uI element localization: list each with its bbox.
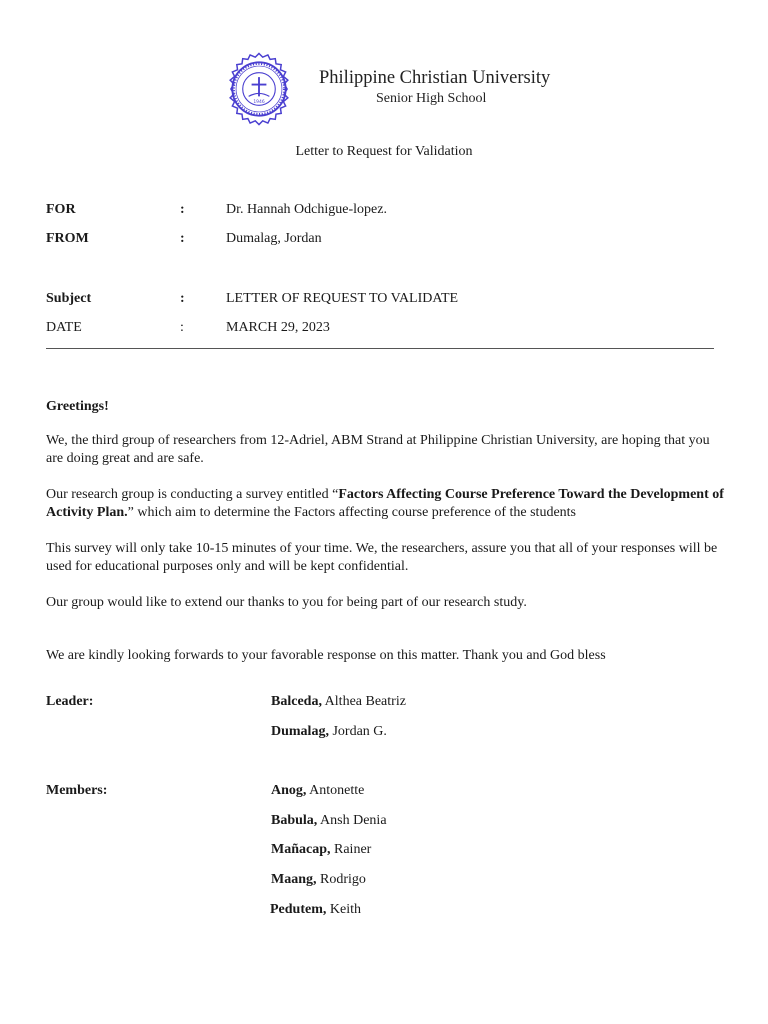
member-name: Maang, Rodrigo (271, 872, 366, 887)
paragraph-intro: We, the third group of researchers from 12-Adriel, ABM Strand at Philippine Christian University, are hoping that you are doing great and are safe. (46, 433, 710, 466)
subject-value: LETTER OF REQUEST TO VALIDATE (226, 291, 459, 306)
letter-title: Letter to Request for Validation (295, 144, 473, 159)
survey-text-before: Our research group is conducting a survey entitled “ (46, 487, 339, 502)
for-value: Dr. Hannah Odchigue-lopez. (226, 202, 387, 217)
survey-title: Factors Affecting Course Preference Toward the Development of Activity Plan. (46, 487, 724, 520)
leader-label: Leader: (46, 694, 94, 709)
from-colon: : (180, 231, 185, 246)
leader-name: Balceda, Althea Beatriz (271, 694, 406, 709)
school-name: Senior High School (376, 91, 487, 106)
survey-text-after: ” which aim to determine the Factors affecting course preference of the students (127, 505, 576, 520)
member-name: Babula, Ansh Denia (271, 813, 387, 828)
paragraph-duration: This survey will only take 10-15 minutes of your time. We, the researchers, assure you that all of your responses will be used for educational purposes only and will be kept confidential. (46, 541, 718, 574)
from-label: FROM (46, 231, 89, 246)
date-label: DATE (46, 320, 82, 335)
for-label: FOR (46, 202, 76, 217)
date-value: MARCH 29, 2023 (226, 320, 330, 335)
member-name: Pedutem, Keith (270, 902, 361, 917)
paragraph-thanks: Our group would like to extend our thanks to you for being part of our research study. (46, 595, 527, 610)
university-seal-icon (222, 52, 296, 126)
date-colon: : (180, 320, 184, 335)
greeting: Greetings! (46, 399, 109, 414)
member-name: Anog, Antonette (271, 783, 365, 798)
leader-name: Dumalag, Jordan G. (271, 724, 387, 739)
divider (46, 348, 714, 349)
members-label: Members: (46, 783, 108, 798)
for-colon: : (180, 202, 185, 217)
paragraph-closing: We are kindly looking forwards to your favorable response on this matter. Thank you and God bless (46, 648, 606, 663)
subject-colon: : (180, 291, 185, 306)
from-value: Dumalag, Jordan (226, 231, 322, 246)
seal-year: 1946 (253, 100, 265, 106)
member-name: Mañacap, Rainer (271, 842, 372, 857)
university-name: Philippine Christian University (319, 68, 551, 88)
subject-label: Subject (46, 291, 92, 306)
paragraph-survey (46, 486, 726, 522)
